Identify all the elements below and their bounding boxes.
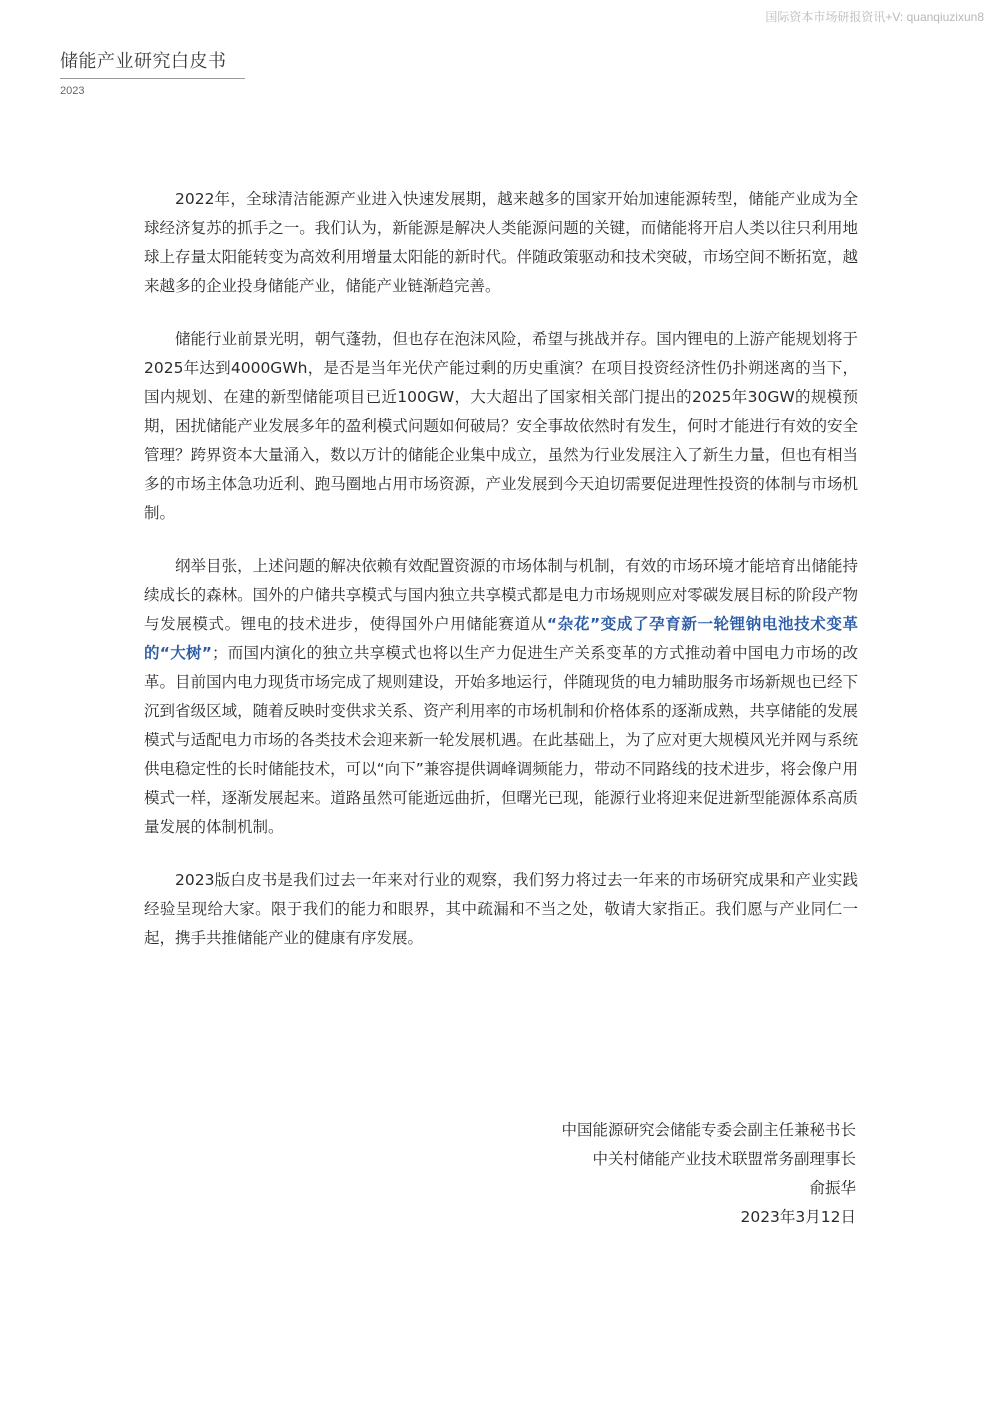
paragraph-3 (144, 552, 858, 842)
document-title: 储能产业研究白皮书 (60, 51, 227, 72)
signer-name: 俞振华 (809, 1179, 856, 1197)
signature-date: 2023年3月12日 (740, 1208, 856, 1226)
document-header (60, 50, 245, 97)
paragraph-4: 2023版白皮书是我们过去一年来对行业的观察，我们努力将过去一年来的市场研究成果和产业实践经验呈现给大家。限于我们的能力和眼界，其中疏漏和不当之处，敬请大家指正。我们愿与产业同仁一起，携手共推储能产业的健康有序发展。 (144, 871, 858, 947)
preface-body (144, 185, 858, 977)
paragraph-3-text-after: ；而国内演化的独立共享模式也将以生产力促进生产关系变革的方式推动着中国电力市场的改革。目前国内电力现货市场完成了规则建设，开始多地运行，伴随现货的电力辅助服务市场新规也已经下沉到省级区域，随着反映时变供求关系、资产利用率的市场机制和价格体系的逐渐成熟，共享储能的发展模式与适配电力市场的各类技术会迎来新一轮发展机遇。在此基础上，为了应对更大规模风光并网与系统供电稳定性的长时储能技术，可以“向下”兼容提供调峰调频能力，带动不同路线的技术进步，将会像户用模式一样，逐渐发展起来。道路虽然可能逝远曲折，但曙光已现，能源行业将迎来促进新型能源体系高质量发展的体制机制。 (144, 644, 858, 836)
watermark-text: 国际资本市场研报资讯+V: quanqiuzixun8 (765, 10, 984, 24)
highlighted-phrase: “杂花”变成了孕育新一轮锂钠电池技术变革的“大树” (144, 615, 858, 662)
signer-title-2: 中关村储能产业技术联盟常务副理事长 (592, 1150, 856, 1168)
paragraph-2: 储能行业前景光明，朝气蓬勃，但也存在泡沫风险，希望与挑战并存。国内锂电的上游产能规划将于2025年达到4000GWh，是否是当年光伏产能过剩的历史重演？在项目投资经济性仍扑朔迷离的当下，国内规划、在建的新型储能项目已近100GW，大大超出了国家相关部门提出的2025年30GW的规模预期，困扰储能产业发展多年的盈利模式问题如何破局？安全事故依然时有发生，何时才能进行有效的安全管理？跨界资本大量涌入，数以万计的储能企业集中成立，虽然为行业发展注入了新生力量，但也有相当多的市场主体急功近利、跑马圈地占用市场资源，产业发展到今天迫切需要促进理性投资的体制与市场机制。 (144, 330, 858, 522)
header-divider (60, 78, 245, 79)
document-year: 2023 (60, 85, 85, 97)
paragraph-1: 2022年，全球清洁能源产业进入快速发展期，越来越多的国家开始加速能源转型，储能产业成为全球经济复苏的抓手之一。我们认为，新能源是解决人类能源问题的关键，而储能将开启人类以往只利用地球上存量太阳能转变为高效利用增量太阳能的新时代。伴随政策驱动和技术突破，市场空间不断拓宽，越来越多的企业投身储能产业，储能产业链渐趋完善。 (144, 190, 858, 295)
signature-block (561, 1116, 856, 1232)
paragraph-3-text-before: 纲举目张，上述问题的解决依赖有效配置资源的市场体制与机制，有效的市场环境才能培育出储能持续成长的森林。国外的户储共享模式与国内独立共享模式都是电力市场规则应对零碳发展目标的阶段产物与发展模式。锂电的技术进步，使得国外户用储能赛道从 (144, 557, 858, 633)
signer-title-1: 中国能源研究会储能专委会副主任兼秘书长 (561, 1121, 856, 1139)
